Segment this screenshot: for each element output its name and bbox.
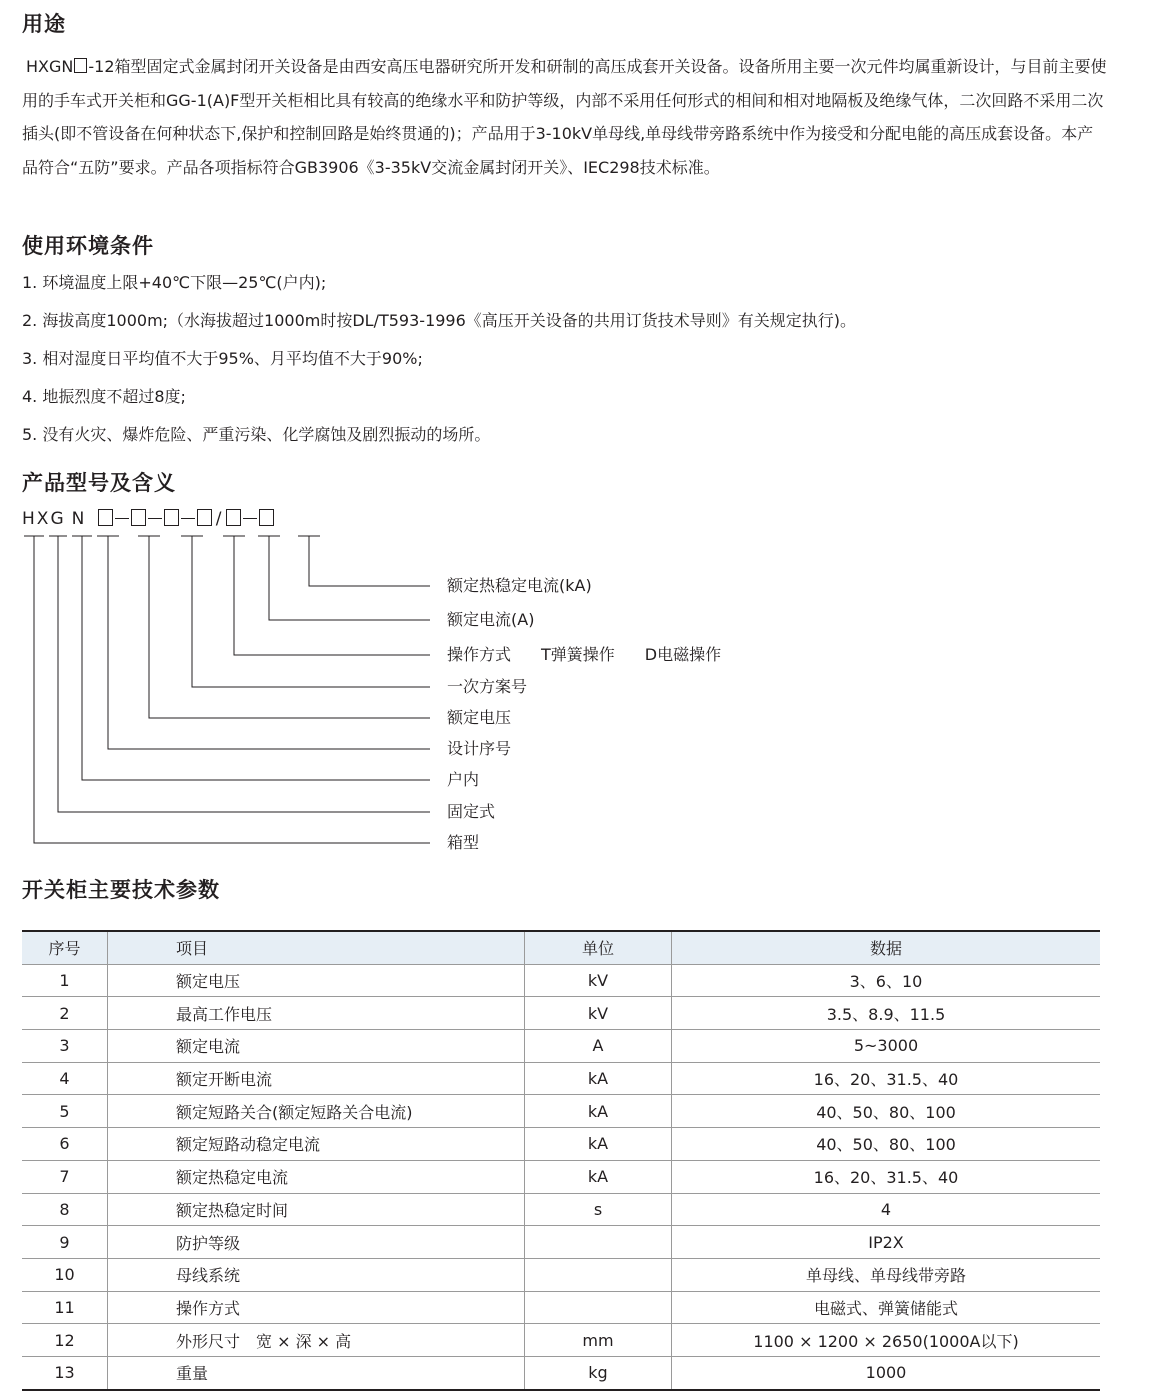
env-item: 5. 没有火灾、爆炸危险、严重污染、化学腐蚀及剧烈振动的场所。 (22, 425, 491, 444)
table-cell: mm (525, 1324, 672, 1357)
table-cell: 防护等级 (108, 1226, 525, 1259)
model-label-operation (447, 647, 721, 663)
model-slash: / (215, 509, 222, 529)
table-cell: 3.5、8.9、11.5 (672, 997, 1101, 1030)
model-slot-icon (259, 509, 274, 526)
model-slot-icon (131, 509, 146, 526)
header-cell: 项目 (108, 931, 525, 964)
table-cell: s (525, 1193, 672, 1226)
table-row (22, 1324, 1100, 1357)
table-cell: 1100 × 1200 × 2650(1000A以下) (672, 1324, 1101, 1357)
table-cell: 单母线、单母线带旁路 (672, 1258, 1101, 1291)
table-cell: kA (525, 1160, 672, 1193)
table-row (22, 1095, 1100, 1128)
table-cell: kA (525, 1128, 672, 1161)
model-dash (115, 518, 129, 519)
table-cell: 12 (22, 1324, 108, 1357)
table-cell: 额定短路动稳定电流 (108, 1128, 525, 1161)
table-cell: A (525, 1030, 672, 1063)
table-cell: 最高工作电压 (108, 997, 525, 1030)
table-row (22, 1128, 1100, 1161)
model-label: 固定式 (447, 802, 496, 821)
table-cell: IP2X (672, 1226, 1101, 1259)
table-cell: 额定热稳定时间 (108, 1193, 525, 1226)
model-label: 箱型 (447, 833, 480, 852)
header-cell: 数据 (672, 931, 1101, 964)
env-item: 4. 地振烈度不超过8度; (22, 387, 186, 406)
op-option: D电磁操作 (644, 645, 722, 664)
usage-title: 用途 (22, 12, 66, 36)
table-cell: 母线系统 (108, 1258, 525, 1291)
header-cell: 序号 (22, 931, 108, 964)
model-label: 额定热稳定电流(kA) (447, 576, 592, 595)
table-cell (525, 1258, 672, 1291)
table-cell: 16、20、31.5、40 (672, 1160, 1101, 1193)
model-letter: N (71, 509, 85, 529)
table-cell: 11 (22, 1291, 108, 1324)
table-cell: kA (525, 1062, 672, 1095)
model-slot-icon (197, 509, 212, 526)
table-cell: 4 (672, 1193, 1101, 1226)
table-row (22, 997, 1100, 1030)
placeholder-box-icon (74, 58, 87, 73)
table-cell: 4 (22, 1062, 108, 1095)
model-title: 产品型号及含义 (22, 471, 176, 495)
model-label: 额定电压 (447, 708, 512, 727)
env-item: 2. 海拔高度1000m;（水海拔超过1000m时按DL/T593-1996《高压开关设备的共用订货技术导则》有关规定执行)。 (22, 311, 857, 330)
table-row (22, 1160, 1100, 1193)
table-cell: 额定开断电流 (108, 1062, 525, 1095)
table-cell: kA (525, 1095, 672, 1128)
table-row (22, 1291, 1100, 1324)
model-dash (243, 518, 257, 519)
table-row (22, 1193, 1100, 1226)
table-cell: 7 (22, 1160, 108, 1193)
table-cell: kg (525, 1356, 672, 1389)
model-slot-icon (226, 509, 241, 526)
table-cell: 5 (22, 1095, 108, 1128)
table-cell: 外形尺寸 宽 × 深 × 高 (108, 1324, 525, 1357)
env-item: 1. 环境温度上限+40℃下限—25℃(户内); (22, 273, 327, 292)
env-title: 使用环境条件 (22, 234, 154, 258)
model-prefix: HXGN (26, 57, 74, 76)
usage-text: -12箱型固定式金属封闭开关设备是由西安高压电器研究所开发和研制的高压成套开关设备。设备所用主要一次元件均属重新设计，与目前主要使用的手车式开关柜和GG-1(A)F型开关柜相比具有较高的绝缘水平和防护等级，内部不采用任何形式的相间和相对地隔板及绝缘气体，二次回路不采用二次插头(即不管设备在何种状态下,保护和控制回路是始终贯通的)；产品用于3-10kV单母线,单母线带旁路系统中作为接受和分配电能的高压成套设备。本产品符合“五防”要求。产品各项指标符合GB3906《3-35kV交流金属封闭开关》、IEC298技术标准。 (22, 57, 1107, 177)
model-slot-icon (98, 509, 113, 526)
table-cell: 5~3000 (672, 1030, 1101, 1063)
model-label: 一次方案号 (447, 677, 528, 696)
model-dash (148, 518, 162, 519)
model-letter: G (50, 509, 64, 529)
header-cell: 单位 (525, 931, 672, 964)
table-cell: 13 (22, 1356, 108, 1389)
params-title: 开关柜主要技术参数 (22, 878, 220, 902)
table-cell: 40、50、80、100 (672, 1128, 1101, 1161)
table-cell: 操作方式 (108, 1291, 525, 1324)
table-row (22, 1226, 1100, 1259)
table-cell: 40、50、80、100 (672, 1095, 1101, 1128)
table-cell: 额定电压 (108, 964, 525, 997)
params-table (22, 930, 1100, 1391)
table-cell (525, 1226, 672, 1259)
table-cell: 2 (22, 997, 108, 1030)
model-label: 额定电流(A) (447, 610, 535, 629)
table-cell: 额定电流 (108, 1030, 525, 1063)
op-option: T弹簧操作 (541, 645, 615, 664)
table-row (22, 1258, 1100, 1291)
table-cell: 重量 (108, 1356, 525, 1389)
table-cell: 9 (22, 1226, 108, 1259)
model-dash (181, 518, 195, 519)
table-row (22, 1030, 1100, 1063)
table-cell (525, 1291, 672, 1324)
table-cell: 1000 (672, 1356, 1101, 1389)
table-cell: 1 (22, 964, 108, 997)
table-cell: 8 (22, 1193, 108, 1226)
model-label: 户内 (447, 770, 480, 789)
table-cell: 3、6、10 (672, 964, 1101, 997)
table-cell: 10 (22, 1258, 108, 1291)
table-row (22, 1062, 1100, 1095)
table-cell: 16、20、31.5、40 (672, 1062, 1101, 1095)
model-letter: X (36, 509, 49, 529)
model-label: 操作方式 (447, 645, 512, 664)
table-header-row (22, 931, 1100, 964)
usage-paragraph (22, 50, 1107, 184)
table-cell: 6 (22, 1128, 108, 1161)
env-item: 3. 相对湿度日平均值不大于95%、月平均值不大于90%; (22, 349, 423, 368)
table-cell: kV (525, 997, 672, 1030)
table-cell: 电磁式、弹簧储能式 (672, 1291, 1101, 1324)
table-cell: 额定热稳定电流 (108, 1160, 525, 1193)
model-slot-icon (164, 509, 179, 526)
table-row (22, 964, 1100, 997)
table-cell: 3 (22, 1030, 108, 1063)
model-label: 设计序号 (447, 739, 512, 758)
model-letter: H (22, 509, 35, 529)
table-cell: 额定短路关合(额定短路关合电流) (108, 1095, 525, 1128)
model-code (22, 509, 276, 528)
table-cell: kV (525, 964, 672, 997)
table-row (22, 1356, 1100, 1389)
